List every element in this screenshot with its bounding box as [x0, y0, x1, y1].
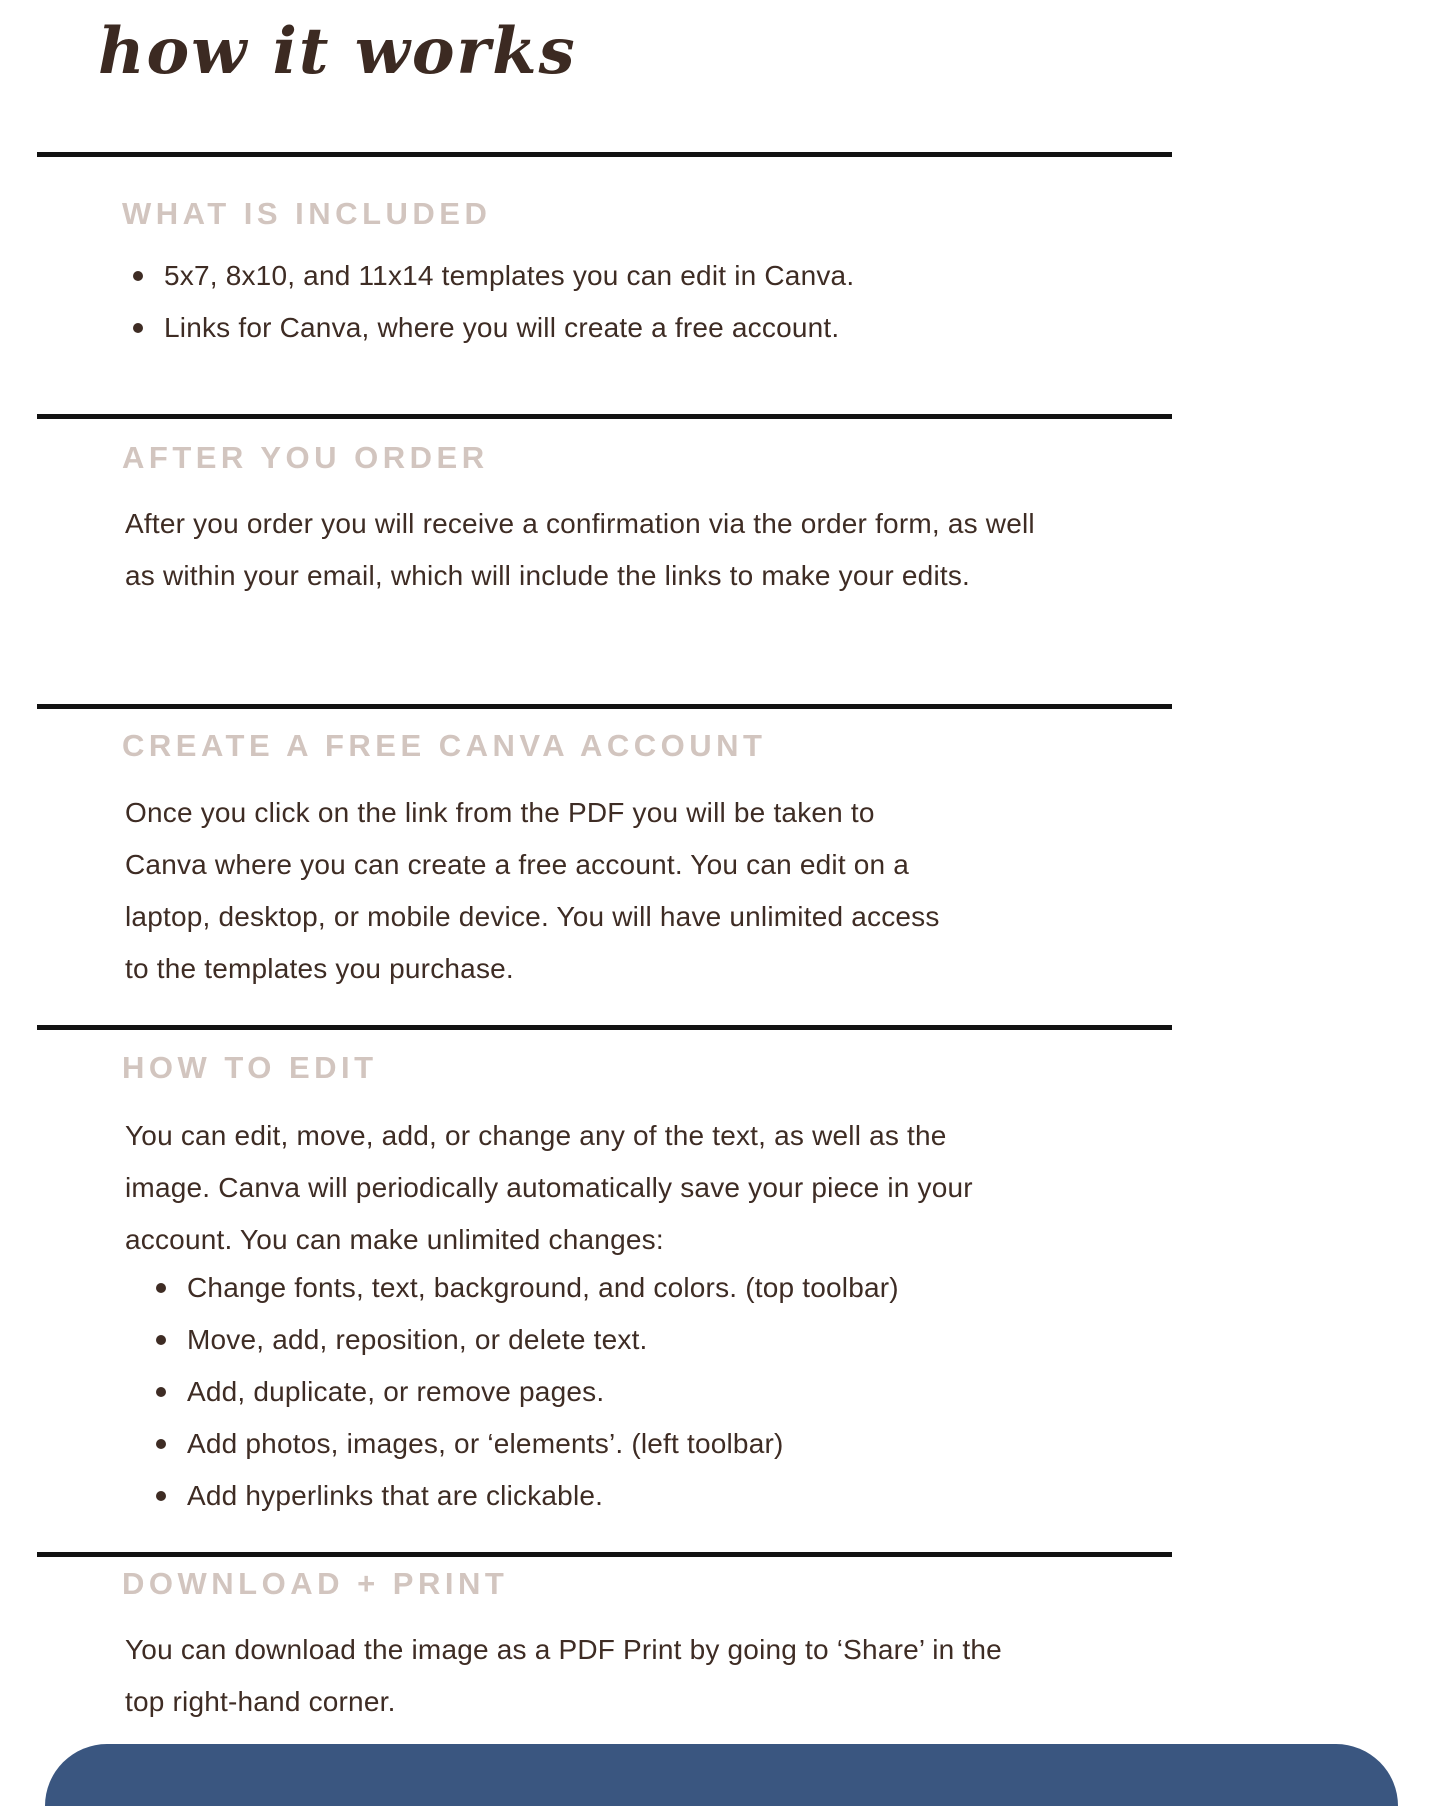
page-title: how it works: [98, 14, 577, 89]
section-divider: [37, 704, 1172, 709]
bullet-item: Add, duplicate, or remove pages.: [150, 1366, 899, 1418]
how-to-edit-bullet-list: [150, 1262, 899, 1522]
download-print-paragraph: You can download the image as a PDF Print by going to ‘Share’ in the top right-hand corner.: [125, 1634, 1002, 1717]
section-divider: [37, 1552, 1172, 1557]
bullet-item: Add hyperlinks that are clickable.: [150, 1470, 899, 1522]
bottom-accent-bar: [45, 1744, 1398, 1806]
bullet-item: Move, add, reposition, or delete text.: [150, 1314, 899, 1366]
section-heading-what-is-included: WHAT IS INCLUDED: [122, 196, 492, 231]
how-to-edit-paragraph: You can edit, move, add, or change any of the text, as well as the image. Canva will periodically automatically save your piece in your account. You can make unlimited changes:: [125, 1120, 973, 1255]
bullet-item: Change fonts, text, background, and colors. (top toolbar): [150, 1262, 899, 1314]
after-you-order-paragraph: After you order you will receive a confirmation via the order form, as well as within your email, which will include the links to make your edits.: [125, 508, 1035, 591]
section-divider: [37, 414, 1172, 419]
bullet-item: 5x7, 8x10, and 11x14 templates you can edit in Canva.: [127, 250, 854, 302]
section-divider: [37, 152, 1172, 157]
section-heading-after-you-order: AFTER YOU ORDER: [122, 440, 489, 475]
section-heading-create-canva-account: CREATE A FREE CANVA ACCOUNT: [122, 728, 767, 763]
what-is-included-bullet-list: [127, 250, 854, 354]
section-heading-how-to-edit: HOW TO EDIT: [122, 1050, 378, 1085]
bullet-item: Add photos, images, or ‘elements’. (left toolbar): [150, 1418, 899, 1470]
create-canva-account-paragraph: Once you click on the link from the PDF you will be taken to Canva where you can create a free account. You can edit on a laptop, desktop, or mobile device. You will have unlimited access to the templates you purchase.: [125, 797, 940, 984]
bullet-item: Links for Canva, where you will create a free account.: [127, 302, 854, 354]
section-heading-download-print: DOWNLOAD + PRINT: [122, 1566, 509, 1601]
section-divider: [37, 1025, 1172, 1030]
